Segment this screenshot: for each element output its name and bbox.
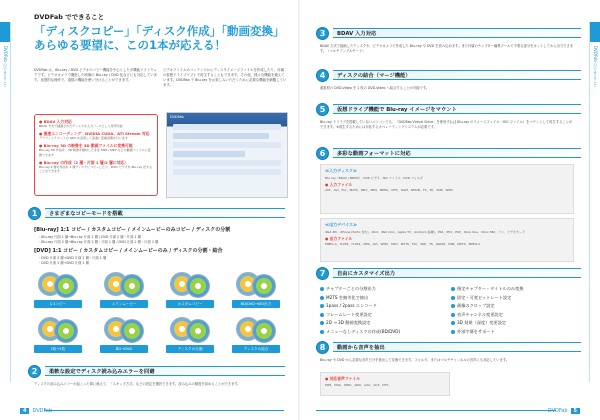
list-item: 1pass / 2pass エンコード [320, 303, 443, 309]
list-item: チャプターごとの分割出力 [320, 286, 443, 292]
section-number-badge: 4 [316, 69, 329, 82]
feature-desc: Blu-ray 2 層の作品を 1 層ディスクにコピーしたり、DVD ビデオを Blu-ray 化することができます [39, 164, 153, 174]
copy-mode-cell [30, 313, 86, 355]
section-number-badge: 6 [316, 147, 329, 160]
output-device-heading: ≪出力デバイス≫ [325, 222, 358, 227]
intro-title-line2: あらゆる要望に、この1本が応える！ [34, 38, 226, 52]
section-number-badge: 2 [28, 365, 41, 378]
feature-item [39, 131, 153, 140]
disc-icon [38, 270, 78, 300]
section-1-heading [28, 206, 285, 220]
feature-item [39, 160, 153, 173]
bullet-icon [320, 287, 324, 291]
feature-desc: Blu-ray 3D 作品を、3D 映像を維持したまま MP4 / MKV などの動画ファイルに変換できます [39, 148, 151, 157]
input-file-list: ASF、AVI、FLV、M2TS、MKV、MP4、MPEG、MTS、OGM、RMVB、TS、TP、VOB、WMV [325, 188, 454, 193]
section-title: 仮想ドライブ機能で Blu-ray イメージをマウント [333, 104, 581, 114]
side-tab-rule [10, 22, 11, 382]
list-item: 画像のクロップ設定 [451, 303, 574, 309]
section-5-heading [316, 102, 581, 116]
right-page [300, 0, 600, 420]
section-2-text: ディスクの読み込みエラーが起こった際に備えて、「スキップ方式」などの設定を選択できます。読み込みの精度を高めることができます。 [34, 382, 241, 386]
copy-mode-cell [96, 268, 152, 310]
bullet-icon [320, 304, 324, 308]
section-8-text: Blu-ray や DVD から必要な音声だけを抽出して変換できます。フォルダ、またはマルチチャンネルの音声にも対応しています。 [320, 358, 510, 362]
copy-mode-label: カスタムコピー [166, 300, 214, 308]
intro-title [34, 24, 288, 52]
output-device-list: iPad 4th、iPhone (5s/5c 含む)、iPod、iPad mini、Apple TV、Android (各種)、PS4、PS3、PSP、Xbox One、Xbox 360、ゾン、ビデオカード [325, 230, 525, 234]
section-title: ディスクの結合（マージ機能） [333, 70, 581, 80]
input-file-heading: ● 入力ファイル [325, 182, 353, 188]
bluray-bullet: ・Blu-ray 片面 1 層→Blu-ray 片面 1 層 / DVD 片面 2 層・片面 1 層 [38, 235, 141, 239]
copy-mode-label: メインムービー [100, 300, 148, 308]
output-file-list: MPEG-4、H.265、H.264、MP4、AVI、WMV、MKV、M2TS、FLV、3GP、TS、WebM、VOB、M2TS、MPEG-2 [325, 242, 481, 247]
section-title: BDAV 入力対応 [333, 28, 581, 38]
bullet-icon [320, 296, 324, 300]
copy-mode-label: BD→DVD [100, 345, 148, 353]
feature-title: ● Blu-ray の作成（2 層・片面 1 層/2 層に対応） [39, 159, 128, 165]
intro-body-col2: ビデオファイルのコンテンツからディスクイメージファイルを作成したり、付属の仮想ドライブソフトで再生することもできます。その他、様々な機能を備えています。DVDFab で Blu-ray をお楽しみいただくために必要な機能を網羅しています。 [163, 68, 287, 87]
section-number-badge: 1 [28, 207, 41, 220]
bullet-icon [320, 330, 324, 334]
list-item: 3D 効果（深度）変更設定 [451, 320, 574, 326]
copy-mode-label: 2枚→1枚 [34, 345, 82, 353]
left-side-tab [0, 22, 10, 382]
list-item: 2D → 3D 動画変換設定 [320, 320, 443, 326]
section-2-heading [28, 364, 285, 378]
section-7-heading [316, 266, 581, 280]
feature-title: ● 高速エンコーディング：NVIDIA CUDA、ATI Stream 対応 [39, 131, 150, 137]
side-tab-marker [590, 22, 600, 42]
copy-mode-cell [30, 268, 86, 310]
bluray-bullet: ・Blu-ray 片面 2 層→Blu-ray 片面 2 層・片面 1 層 / DVD 片面 2 層・片面 1 層 [38, 240, 159, 244]
copy-mode-cell [162, 313, 218, 355]
app-screenshot [166, 112, 288, 198]
list-item: フレームレート変更設定 [320, 312, 443, 318]
custom-output-list [320, 286, 574, 335]
side-tab-label: DVDFab のできること [593, 46, 598, 88]
right-footer [548, 408, 580, 414]
input-disc-list: Blu-ray（BDAV / BDMV）、DVD ビデオ、ISO ファイル、DVD フォルダ [325, 176, 423, 180]
section-3-text: BDAV 方式で録画したディスクや、ビデオカメラで作成した Blu-ray や DVD を読み込めます。また付属のチャプター編集ツールで不要な部分をカットしてから出力できます。（マルチアングルモード） [320, 44, 574, 53]
bullet-icon [451, 321, 455, 325]
disc-icon [104, 270, 144, 300]
list-item: 外部字幕をサポート [451, 329, 574, 335]
section-number-badge: 7 [316, 267, 329, 280]
bullet-icon [451, 287, 455, 291]
list-item: 指定チャプター・タイトルのみ変換 [451, 286, 574, 292]
disc-icon [104, 315, 144, 345]
copy-mode-cell [162, 268, 218, 310]
copy-mode-label: ディスクの結合 [232, 345, 280, 353]
section-title: 自由にカスタマイズ出力 [333, 268, 581, 278]
disc-icon [38, 315, 78, 345]
copy-mode-label: 1:1コピー [34, 300, 82, 308]
section-number-badge: 3 [316, 27, 329, 40]
section-title: 柔軟な設定でディスク読み込みエラーを回避 [45, 366, 285, 376]
page-number: 4 [20, 408, 29, 414]
footer-rule [44, 410, 284, 411]
feature-desc: BDAV 方式で録画されたディスクを入力ソースとして使用可能 [39, 124, 123, 128]
right-side-tab [590, 22, 600, 382]
output-file-heading: ● 出力ファイル [325, 236, 353, 242]
bullet-icon [451, 330, 455, 334]
section-3-heading [316, 26, 581, 40]
bullet-icon [451, 304, 455, 308]
dvd-copy-modes: [DVD] 1:1 コピー / カスタムコピー / メインムービーのみ / ディスクの分割・結合 [34, 248, 223, 254]
bullet-icon [451, 296, 455, 300]
feature-desc: グラフィックボードの GPU を活用して高速に変換処理を行います [39, 136, 128, 141]
section-title: さまざまなコピーモードを搭載 [45, 208, 285, 218]
feature-item [39, 119, 153, 128]
list-item: 固定・可変ビットレート設定 [451, 295, 574, 301]
input-formats-box [320, 164, 574, 214]
list-item: メニューなしディスクの作成(BD/DVD) [320, 329, 443, 335]
section-number-badge: 8 [316, 341, 329, 354]
copy-mode-label: BD/DVD→ISO出力 [232, 300, 280, 308]
output-formats-box [320, 218, 574, 262]
list-item: M2TS を無劣化で抽出 [320, 295, 443, 301]
feature-item [39, 143, 153, 156]
section-5-text: Blu-ray ドライブを搭載していないパソコンでも、「DVDFab Virtual Drive」を使用すれば Blu-ray のイメージファイル（ISO ファイル）をマウントして再生することができます。※再生するためには対応するオペレーティングシステムが必要です。 [320, 120, 573, 129]
side-tab-marker [0, 22, 10, 42]
footer-label: DVDFab [32, 408, 53, 414]
section-8-heading [316, 340, 581, 354]
side-tab-rule [589, 22, 590, 382]
audio-formats-list: MP3、M4A、WMA、WAV、AAC、AC3、DTS [325, 383, 389, 387]
list-item: 音声チャンネル変更設定 [451, 312, 574, 318]
intro-title-line1: 「ディスクコピー」「ディスク作成」「動画変換」 [34, 24, 285, 38]
audio-formats-heading: ● 対応音声ファイル [325, 376, 360, 381]
bullet-icon [451, 313, 455, 317]
app-screenshot-title: DVDFab [170, 115, 184, 119]
audio-formats-box [320, 372, 450, 396]
section-number-badge: 5 [316, 103, 329, 116]
dvd-bullet: ・DVD 片面 2 層→DVD 片面 2 層・片面 1 層 [38, 256, 107, 260]
disc-icon [236, 270, 276, 300]
intro-kicker: DVDFab でできること [34, 13, 105, 21]
side-tab-label: DVDFab のできること [3, 46, 8, 88]
copy-mode-illustrations [30, 268, 288, 358]
copy-mode-cell [96, 313, 152, 355]
feature-title: ● BDAV 入力対応 [39, 119, 72, 124]
section-title: 多彩な動画フォーマットに対応 [333, 148, 581, 158]
disc-icon [170, 315, 210, 345]
bluray-copy-modes: [Blu-ray] 1:1 コピー / カスタムコピー / メインムービーのみコピー / ディスクの分割 [34, 227, 231, 233]
section-title: 動画から音声を抽出 [333, 342, 581, 352]
copy-mode-cell [228, 268, 284, 310]
section-4-heading [316, 68, 581, 82]
copy-mode-label: ディスクの分割 [166, 345, 214, 353]
disc-icon [170, 270, 210, 300]
footer-label: DVDFab [547, 408, 568, 414]
footer-rule [316, 410, 556, 411]
bullet-icon [320, 321, 324, 325]
bullet-icon [320, 313, 324, 317]
left-footer [20, 408, 52, 414]
app-screenshot-rows [167, 124, 287, 175]
input-disc-heading: ≪入力ディスク≫ [325, 168, 358, 173]
page-number: 5 [571, 408, 580, 414]
disc-icon [236, 315, 276, 345]
section-6-heading [316, 146, 581, 160]
copy-mode-cell [228, 313, 284, 355]
feature-title: ● Blu-ray 3D の映像を 3D 動画ファイルに変換可能 [39, 143, 133, 149]
dvd-bullet: ・DVD 片面 1 層→DVD 片面 1 層 [38, 261, 89, 265]
intro-body-col1: DVDFab は、Blu-ray / DVD ビデオのコピー機能を中心とした多機能ソフトウェアです。ビデオカメラで撮影した映像の Blu-ray / DVD 化などにも対応しています。直感的な操作で、複数の機能を使い分けることができます。 [34, 68, 158, 82]
feature-highlights-box [34, 114, 158, 196]
section-4-text: 複数枚の DVD-Video を 1 枚の DVD-Video へ結合することが可能です。 [320, 86, 430, 90]
